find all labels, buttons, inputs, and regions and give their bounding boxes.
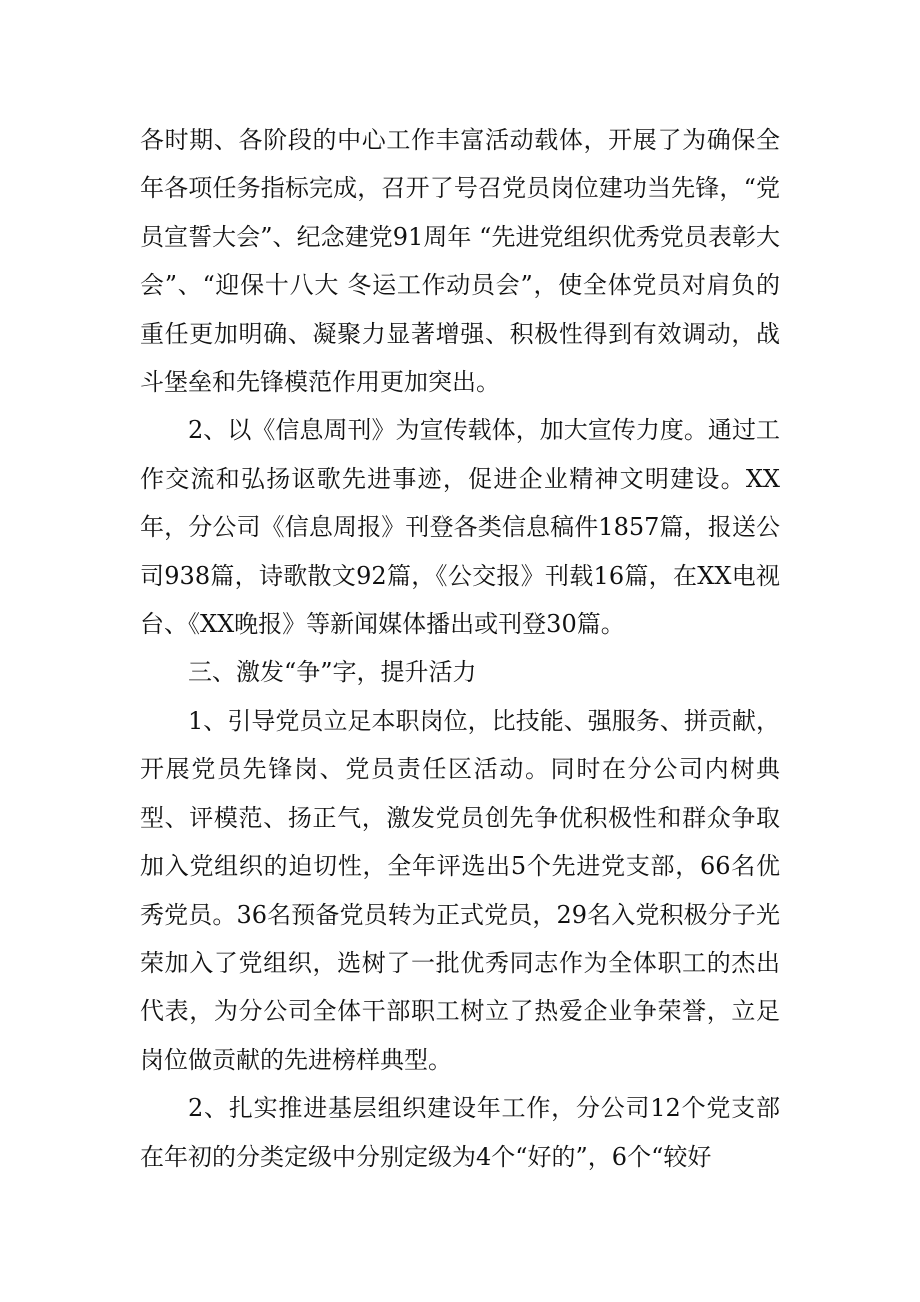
paragraph-party-members: 1、引导党员立足本职岗位，比技能、强服务、拼贡献，开展党员先锋岗、党员责任区活动。同时在分公司内树典型、评模范、扬正气，激发党员创先争优积极性和群众争取加入党组织的迫切性，全年评选出5个先进党支部，66名优秀党员。36名预备党员转为正式党员，29名入党积极分子光荣加入了党组织，选树了一批优秀同志作为全体职工的杰出代表，为分公司全体干部职工树立了热爱企业争荣誉，立足岗位做贡献的先进榜样典型。 — [140, 706, 780, 1074]
paragraph-publicity: 2、以《信息周刊》为宣传载体，加大宣传力度。通过工作交流和弘扬讴歌先进事迹，促进企业精神文明建设。XX年，分公司《信息周报》刊登各类信息稿件1857篇，报送公司938篇，诗歌散文92篇，《公交报》刊载16篇，在XX电视台、《XX晚报》等新闻媒体播出或刊登30篇。 — [140, 416, 780, 639]
paragraph-grassroots: 2、扎实推进基层组织建设年工作，分公司12个党支部在年初的分类定级中分别定级为4个“好的”，6个“较好 — [140, 1094, 780, 1171]
section-heading-motivation: 三、激发“争”字，提升活力 — [188, 658, 477, 687]
document-page — [140, 116, 780, 1181]
paragraph-activities: 各时期、各阶段的中心工作丰富活动载体，开展了为确保全年各项任务指标完成，召开了号召党员岗位建功当先锋，“党员宣誓大会”、纪念建党91周年 “先进党组织优秀党员表彰大会”、“迎保十八大 冬运工作动员会”，使全体党员对肩负的重任更加明确、凝聚力显著增强、积极性得到有效调动，战斗堡垒和先锋模范作用更加突出。 — [140, 126, 780, 397]
